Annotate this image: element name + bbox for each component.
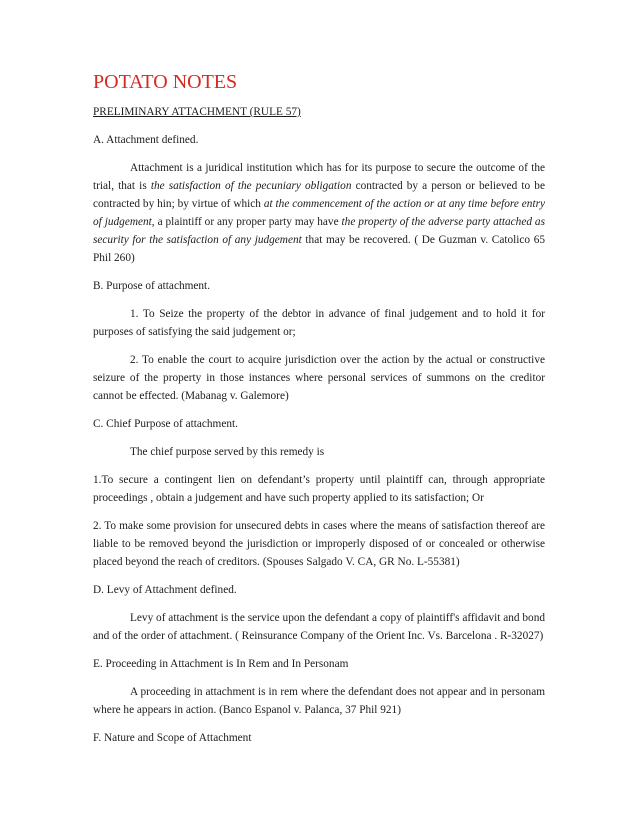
section-b-paragraph-2: 2. To enable the court to acquire jurisdiction over the action by the actual or constructive seizure of the property in those instances where personal services of summons on the creditor cannot be effected. (Mabanag v. Galemore) (93, 354, 545, 402)
section-a-heading: A. Attachment defined. (93, 134, 199, 146)
section-c-heading: C. Chief Purpose of attachment. (93, 418, 238, 430)
section-e-paragraph: A proceeding in attachment is in rem where the defendant does not appear and in personam where he appears in action. (Banco Espanol v. Palanca, 37 Phil 921) (93, 686, 545, 716)
section-f-heading: F. Nature and Scope of Attachment (93, 732, 252, 744)
section-d-heading: D. Levy of Attachment defined. (93, 584, 237, 596)
section-c-paragraph-2: 1.To secure a contingent lien on defendant’s property until plaintiff can, through appropriate proceedings , obtain a judgement and have such property applied to its satisfaction; Or (93, 474, 545, 504)
text-run: Attachment is a juridical institution which has for its purpose to secure the outcome of the trial, that is (93, 162, 545, 192)
italic-run: the satisfaction of the pecuniary obligation (150, 180, 352, 192)
document-page (93, 70, 545, 757)
section-b-heading: B. Purpose of attachment. (93, 280, 211, 292)
section-c-paragraph-3: 2. To make some provision for unsecured debts in cases where the means of satisfaction thereof are liable to be removed beyond the jurisdiction or improperly disposed of or concealed or otherwise placed beyond the reach of creditors. (Spouses Salgado V. CA, GR No. L-55381) (93, 520, 545, 568)
section-a-paragraph (93, 159, 545, 267)
section-d-paragraph: Levy of attachment is the service upon the defendant a copy of plaintiff's affidavit and bond and of the order of attachment. ( Reinsurance Company of the Orient Inc. Vs. Barcelona . R-32027) (93, 612, 545, 642)
section-e-heading: E. Proceeding in Attachment is In Rem and In Personam (93, 658, 349, 670)
document-title: POTATO NOTES (93, 71, 238, 93)
italic-run: at the commencement of the action or at any time before entry of judgement (93, 198, 545, 228)
text-run: that may be recovered. ( De Guzman v. Catolico 65 Phil 260) (93, 234, 545, 264)
section-b-paragraph-1: 1. To Seize the property of the debtor in advance of final judgement and to hold it for purposes of satisfying the said judgement or; (93, 308, 545, 338)
italic-run: the property of the adverse party attached as security for the satisfaction of any judgement (93, 216, 545, 246)
document-subtitle: PRELIMINARY ATTACHMENT (RULE 57) (93, 106, 301, 118)
text-run: contracted by a person or believed to be contracted by hin; by virtue of which (93, 180, 545, 210)
section-c-paragraph-1: The chief purpose served by this remedy is (130, 446, 325, 458)
text-run: , a plaintiff or any proper party may have (151, 216, 342, 228)
